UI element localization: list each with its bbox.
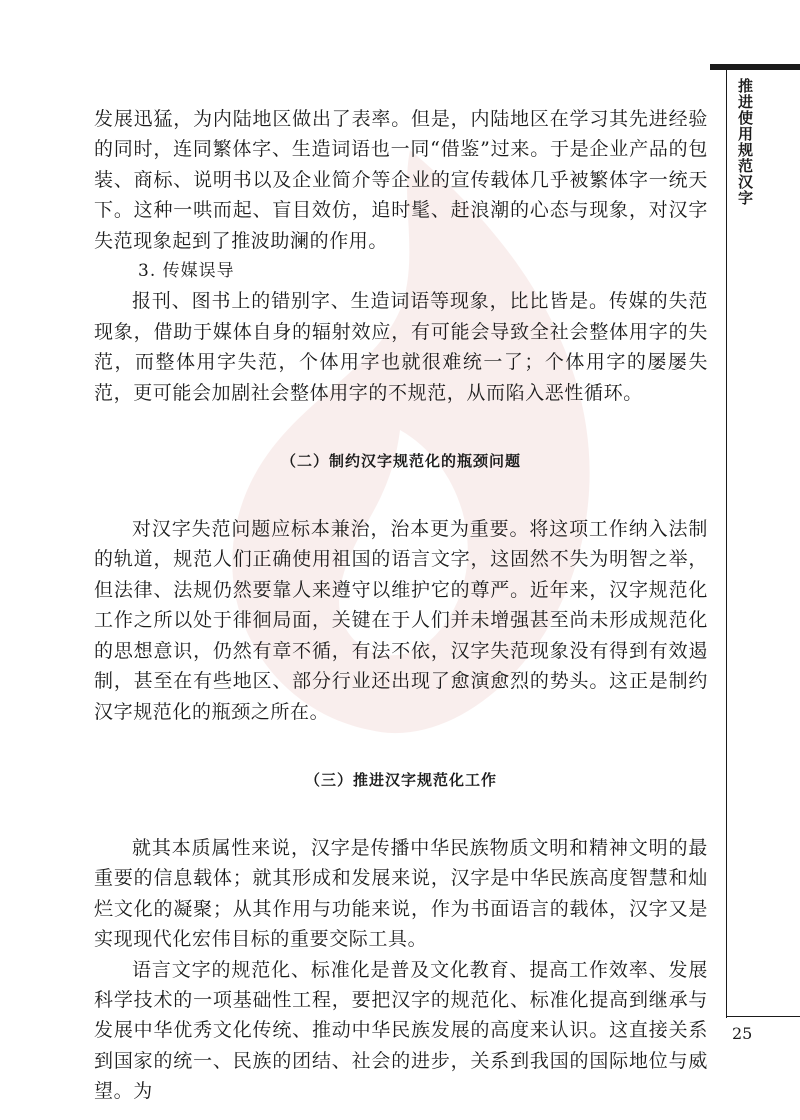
paragraph: 发展迅猛，为内陆地区做出了表率。但是，内陆地区在学习其先进经验的同时，连同繁体字、生造词语也一同“借鉴”过来。于是企业产品的包装、商标、说明书以及企业简介等企业的宣传载体几乎被繁体字一统天下。这种一哄而起、盲目效仿，追时髦、赶浪潮的心态与现象，对汉字失范现象起到了推波助澜的作用。: [94, 108, 708, 252]
item-heading: 3. 传媒误导: [138, 261, 235, 282]
paragraph: 就其本质属性来说，汉字是传播中华民族物质文明和精神文明的最重要的信息载体；就其形成和发展来说，汉字是中华民族高度智慧和灿烂文化的凝聚；从其作用与功能来说，作为书面语言的载体，汉字又是实现现代化宏伟目标的重要交际工具。: [94, 836, 708, 951]
paragraph: 语言文字的规范化、标准化是普及文化教育、提高工作效率、发展科学技术的一项基础性工程，要把汉字的规范化、标准化提高到继承与发展中华优秀文化传统、推动中华民族发展的高度来认识。这直接关系到国家的统一、民族的团结、社会的进步，关系到我国的国际地位与威望。为: [94, 958, 708, 1103]
body-text: [94, 104, 708, 1107]
paragraph: 报刊、图书上的错别字、生造词语等现象，比比皆是。传媒的失范现象，借助于媒体自身的辐射效应，有可能会导致全社会整体用字的失范，而整体用字失范，个体用字也就很难统一了；个体用字的屡屡失范，更可能会加剧社会整体用字的不规范，从而陷入恶性循环。: [94, 290, 708, 404]
paragraph: 对汉字失范问题应标本兼治，治本更为重要。将这项工作纳入法制的轨道，规范人们正确使用祖国的语言文字，这固然不失为明智之举，但法律、法规仍然要靠人来遵守以维护它的尊严。近年来，汉字规范化工作之所以处于徘徊局面，关键在于人们并未增强甚至尚未形成规范化的思想意识，仍然有章不循，有法不依，汉字失范现象没有得到有效遏制，甚至在有些地区、部分行业还出现了愈演愈烈的势头。这正是制约汉字规范化的瓶颈之所在。: [94, 518, 708, 723]
header-rule: [710, 64, 800, 70]
section-heading: （二）制约汉字规范化的瓶颈问题: [280, 452, 521, 471]
running-header-title: 推进使用规范汉字: [736, 78, 754, 206]
margin-rule: [726, 70, 727, 1018]
page-number: 25: [732, 1024, 753, 1043]
section-heading: （三）推进汉字规范化工作: [304, 770, 497, 789]
footer-rule: [726, 1016, 800, 1017]
